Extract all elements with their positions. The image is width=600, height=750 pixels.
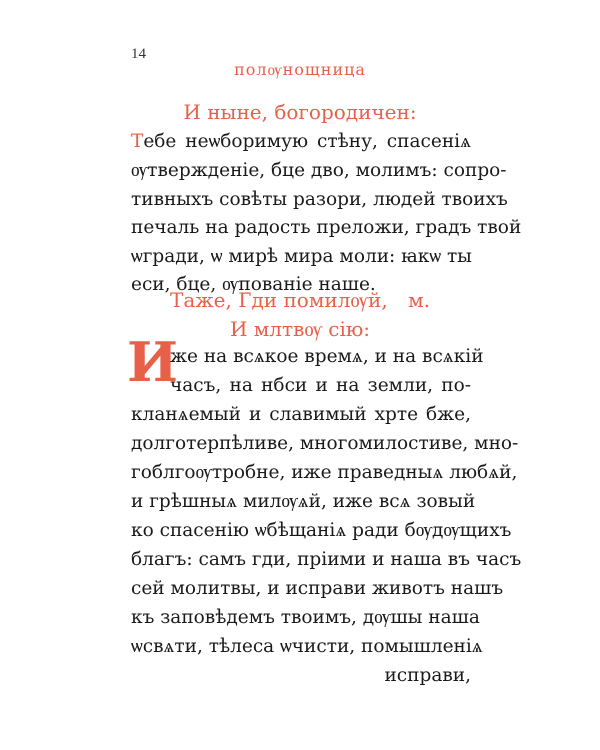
heading-prayer: И млтвѹ сiю: <box>229 317 371 341</box>
text-line-last: исправи, <box>384 665 471 686</box>
initial-letter: Т <box>131 131 144 152</box>
drop-cap: И <box>127 330 179 394</box>
text-line: сей молитвы, и исправи животъ нашъ <box>131 578 504 599</box>
text-line: и грѣшныѧ милѹѧй, иже всѧ зовый <box>131 491 476 512</box>
text-line: ѡсвѧти, тѣлеса ѡчисти, помышленiѧ <box>131 636 483 657</box>
text-line: тивныхъ совѣты разори, людей твоихъ <box>131 189 508 210</box>
rubric-count: м. <box>408 288 430 312</box>
text-line: благъ: самъ гди, прiими и наша въ часъ <box>131 549 522 570</box>
heading-theotokion: И ныне, богородичен: <box>183 100 417 124</box>
text-line: ко спасенiю ѡбѣщанiѧ ради бѹдѹщихъ <box>131 520 512 541</box>
text-line: печаль на радость преложи, градъ твой <box>131 217 522 238</box>
page-number: 14 <box>131 46 146 62</box>
text-line: кланѧемый и славимый хрте бже, <box>131 404 471 425</box>
text-line: же на всѧкое времѧ, и на всѧкiй <box>170 346 484 367</box>
text-line: долготерпѣливе, многомилостиве, мно- <box>131 433 519 454</box>
running-head: полѹнощница <box>234 60 366 79</box>
rubric-text: Таже, Гди помилѹй, <box>170 288 388 312</box>
text-line: часъ, на нбси и на земли, по- <box>170 375 471 396</box>
text-line: гоблгоѹтробне, иже праведныѧ любѧй, <box>131 462 518 483</box>
text-line: еси, бце, ѹпованiе наше. <box>131 274 376 295</box>
text-line: ѡгради, ѡ мирѣ мира моли: ꙗкѡ ты <box>131 246 472 267</box>
text-line-rest: ебе неѡборимую стѣну, спасенiѧ <box>143 131 471 152</box>
text-line: ѹтвержденiе, бце дво, молимъ: сопро- <box>131 160 507 181</box>
text-line <box>131 133 471 152</box>
rubric-line <box>0 288 600 313</box>
text-line: къ заповѣдемъ твоимъ, дѹшы наша <box>131 607 480 628</box>
